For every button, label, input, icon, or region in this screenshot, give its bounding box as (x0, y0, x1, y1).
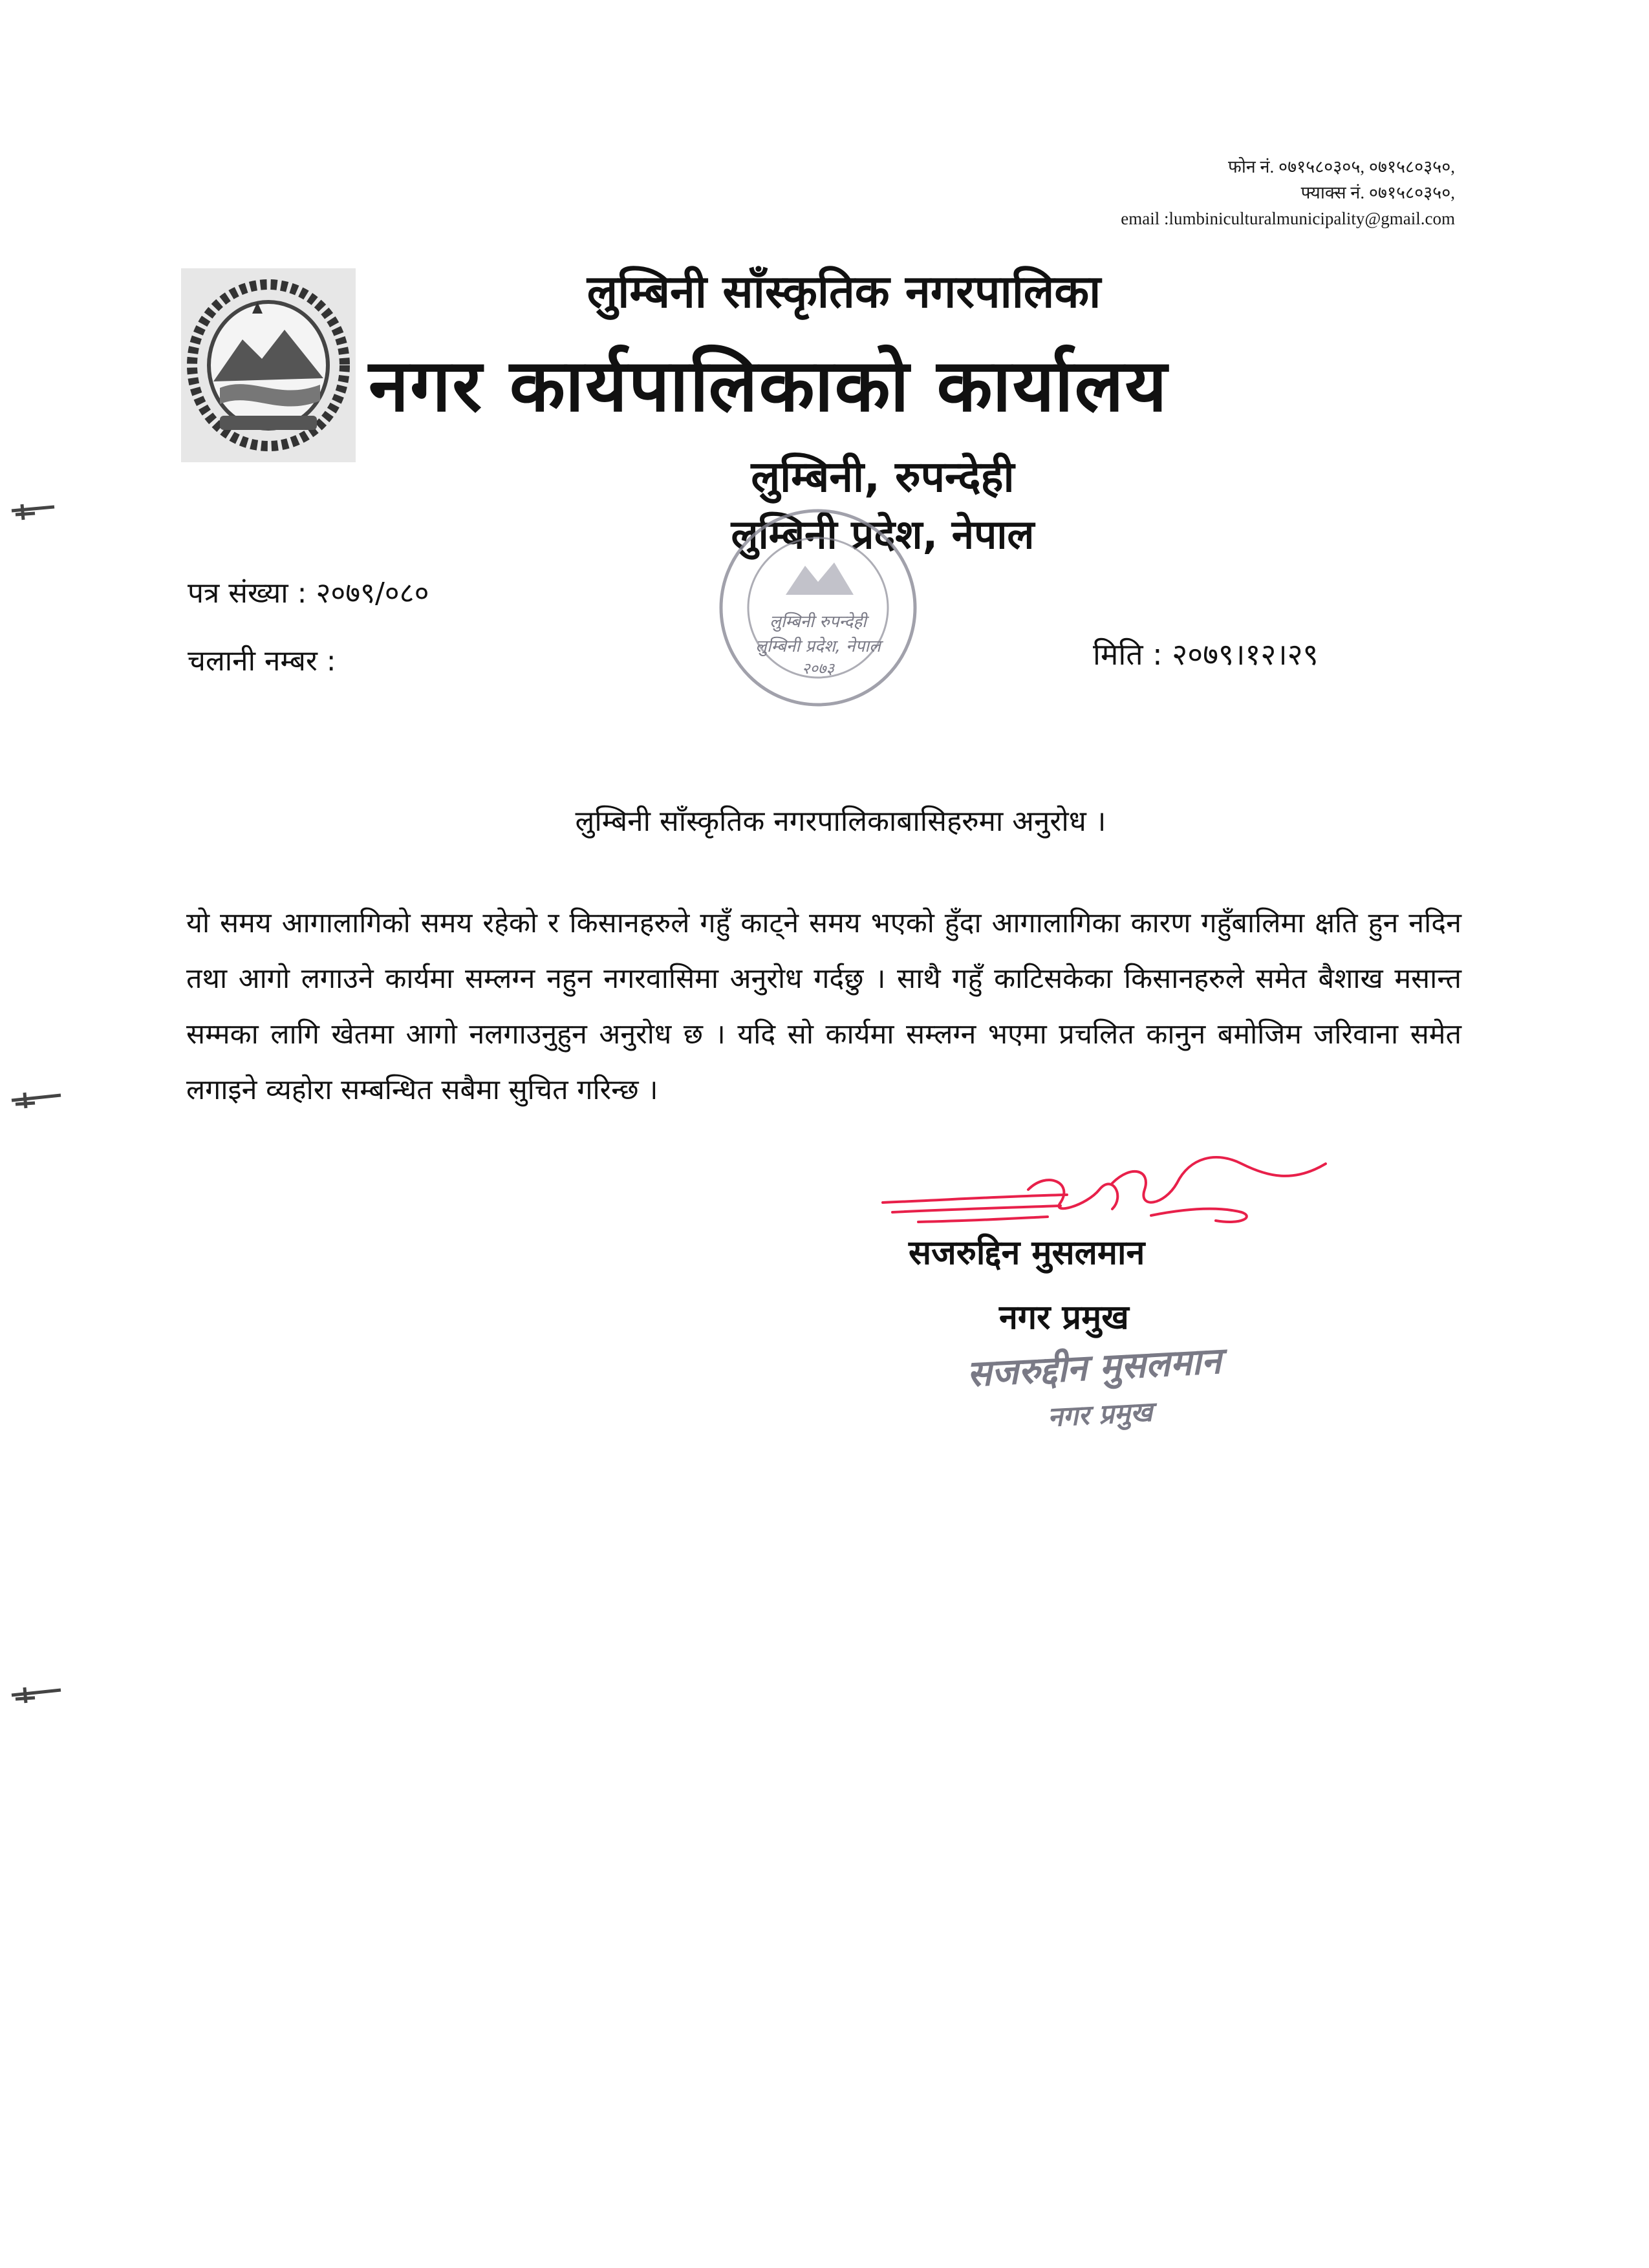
office-seal-stamp (708, 498, 928, 718)
scan-mark-3 (9, 1681, 67, 1707)
address-line-2: लुम्बिनी प्रदेश, नेपाल (731, 511, 1035, 558)
dispatch-number: चलानी नम्बर : (188, 645, 336, 678)
scan-mark-1 (9, 498, 61, 524)
letter-subject: लुम्बिनी साँस्कृतिक नगरपालिकाबासिहरुमा अनुरोध । (575, 805, 1106, 838)
scan-mark-2 (9, 1086, 67, 1112)
office-name: नगर कार्यपालिकाको कार्यालय (369, 344, 1169, 428)
letter-date: मिति : २०७९।१२।२९ (1093, 637, 1319, 672)
seal-line-2: लुम्बिनी रुपन्देही (770, 612, 867, 632)
contact-block (1121, 154, 1455, 231)
signatory-title: नगर प्रमुख (999, 1298, 1129, 1337)
phone-line: फोन नं. ०७१५८०३०५, ०७१५८०३५०, (1228, 157, 1455, 177)
seal-line-4: २०७३ (802, 659, 834, 678)
name-stamp: सजरुद्दीन मुसलमान (965, 1340, 1223, 1396)
address-line-1: लुम्बिनी, रुपन्देही (751, 452, 1015, 502)
letter-number: पत्र संख्या : २०७९/०८० (188, 577, 429, 610)
signatory-name: सजरुद्दिन मुसलमान (909, 1234, 1145, 1272)
email-line: email :lumbiniculturalmunicipality@gmail.com (1121, 209, 1455, 228)
municipality-name: लुम्बिनी साँस्कृतिक नगरपालिका (587, 265, 1101, 318)
seal-line-3: लुम्बिनी प्रदेश, नेपाल (755, 637, 881, 656)
letter-body: यो समय आगालागिको समय रहेको र किसानहरुले गहुँ काट्ने समय भएको हुँदा आगालागिका कारण गहुँबालिमा क्षति हुन नदिन तथा आगो लगाउने कार्यमा सम्लग्न नहुन नगरवासिमा अनुरोध गर्दछु । साथै गहुँ काटिसकेका किसानहरुले समेत बैशाख मसान्त सम्मका लागि खेतमा आगो नलगाउनुहुन अनुरोध छ । यदि सो कार्यमा सम्लग्न भएमा प्रचलित कानुन बमोजिम जरिवाना समेत लगाइने व्यहोरा सम्बन्धित सबैमा सुचित गरिन्छ । (186, 907, 1461, 1106)
title-stamp: नगर प्रमुख (1046, 1395, 1154, 1433)
fax-line: फ्याक्स नं. ०७१५८०३५०, (1300, 183, 1455, 202)
